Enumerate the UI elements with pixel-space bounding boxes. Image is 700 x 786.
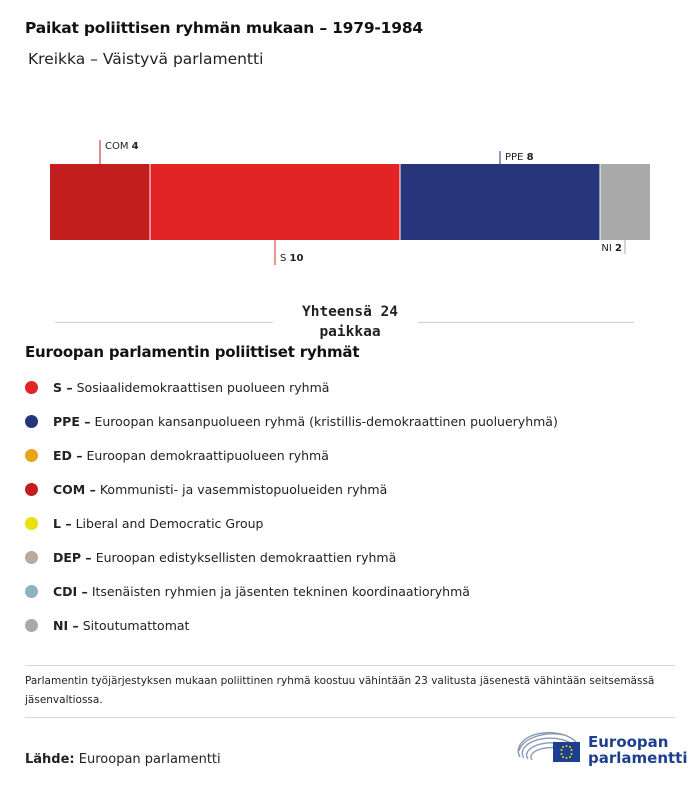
legend-item <box>25 472 558 506</box>
legend-dot <box>25 619 38 632</box>
legend-item <box>25 540 558 574</box>
legend-text: Sitoutumattomat <box>82 617 190 633</box>
legend-item <box>25 370 558 404</box>
legend-abbr: DEP – <box>53 549 92 565</box>
logo-text <box>588 734 688 766</box>
legend-dot <box>25 585 38 598</box>
legend-abbr: NI – <box>53 617 79 633</box>
divider-bottom <box>25 717 675 718</box>
segment-abbr: S <box>280 253 290 264</box>
segment-label-com <box>105 141 139 152</box>
bar-segment-ppe <box>400 164 600 240</box>
segment-label-ni <box>601 243 622 254</box>
segment-seats: 10 <box>289 253 304 264</box>
legend-abbr: COM – <box>53 481 96 497</box>
legend-title: Euroopan parlamentin poliittiset ryhmät <box>25 343 360 361</box>
legend-abbr: PPE – <box>53 413 91 429</box>
legend-item <box>25 506 558 540</box>
segment-abbr: COM <box>105 141 132 152</box>
legend-list <box>25 370 558 642</box>
seat-bar-chart <box>0 0 700 290</box>
legend-text: Kommunisti- ja vasemmistopuolueiden ryhmä <box>99 481 388 497</box>
legend-abbr: ED – <box>53 447 83 463</box>
legend-dot <box>25 415 38 428</box>
legend-item <box>25 404 558 438</box>
european-parliament-emblem-icon <box>516 727 582 769</box>
segment-seats: 8 <box>526 152 534 163</box>
legend-abbr: L – <box>53 515 72 531</box>
legend-item <box>25 438 558 472</box>
divider-top <box>25 665 675 666</box>
logo-line1: Euroopan <box>588 733 669 751</box>
legend-abbr: S – <box>53 379 73 395</box>
legend-text: Sosiaalidemokraattisen puolueen ryhmä <box>76 379 330 395</box>
chart-subtitle: Kreikka – Väistyvä parlamentti <box>28 50 264 68</box>
bar-segment-s <box>150 164 400 240</box>
bar-segment-ni <box>600 164 650 240</box>
source-line <box>25 752 221 767</box>
footnote: Parlamentin työjärjestyksen mukaan poliittinen ryhmä koostuu vähintään 23 valitusta jäsenestä vähintään seitsemässä jäsenvaltiossa. <box>25 675 655 706</box>
european-parliament-logo <box>516 727 688 769</box>
legend-item <box>25 608 558 642</box>
total-seats-label <box>275 302 425 342</box>
chart-title: Paikat poliittisen ryhmän mukaan – 1979-1984 <box>25 19 423 37</box>
segment-label-s <box>280 253 303 264</box>
legend-item <box>25 574 558 608</box>
legend-dot <box>25 449 38 462</box>
segment-label-ppe <box>505 152 534 163</box>
segment-seats: 4 <box>131 141 139 152</box>
total-divider-left <box>55 322 273 323</box>
legend-dot <box>25 483 38 496</box>
legend-text: Euroopan demokraattipuolueen ryhmä <box>86 447 329 463</box>
legend-text: Itsenäisten ryhmien ja jäsenten tekninen koordinaatioryhmä <box>91 583 470 599</box>
source-label: Lähde: <box>25 752 75 767</box>
legend-dot <box>25 551 38 564</box>
total-divider-right <box>418 322 634 323</box>
total-seats-line1: Yhteensä 24 <box>301 304 399 320</box>
segment-abbr: PPE <box>505 152 527 163</box>
total-seats-line2: paikkaa <box>319 324 381 340</box>
segment-seats: 2 <box>615 243 622 254</box>
legend-text: Euroopan edistyksellisten demokraattien ryhmä <box>95 549 397 565</box>
logo-line2: parlamentti <box>588 749 688 767</box>
legend-abbr: CDI – <box>53 583 88 599</box>
legend-text: Euroopan kansanpuolueen ryhmä (kristillis-demokraattinen puolueryhmä) <box>94 413 558 429</box>
legend-text: Liberal and Democratic Group <box>75 515 264 531</box>
segment-abbr: NI <box>601 243 616 254</box>
legend-dot <box>25 381 38 394</box>
bar-segment-com <box>50 164 150 240</box>
source-text: Euroopan parlamentti <box>78 752 221 767</box>
legend-dot <box>25 517 38 530</box>
